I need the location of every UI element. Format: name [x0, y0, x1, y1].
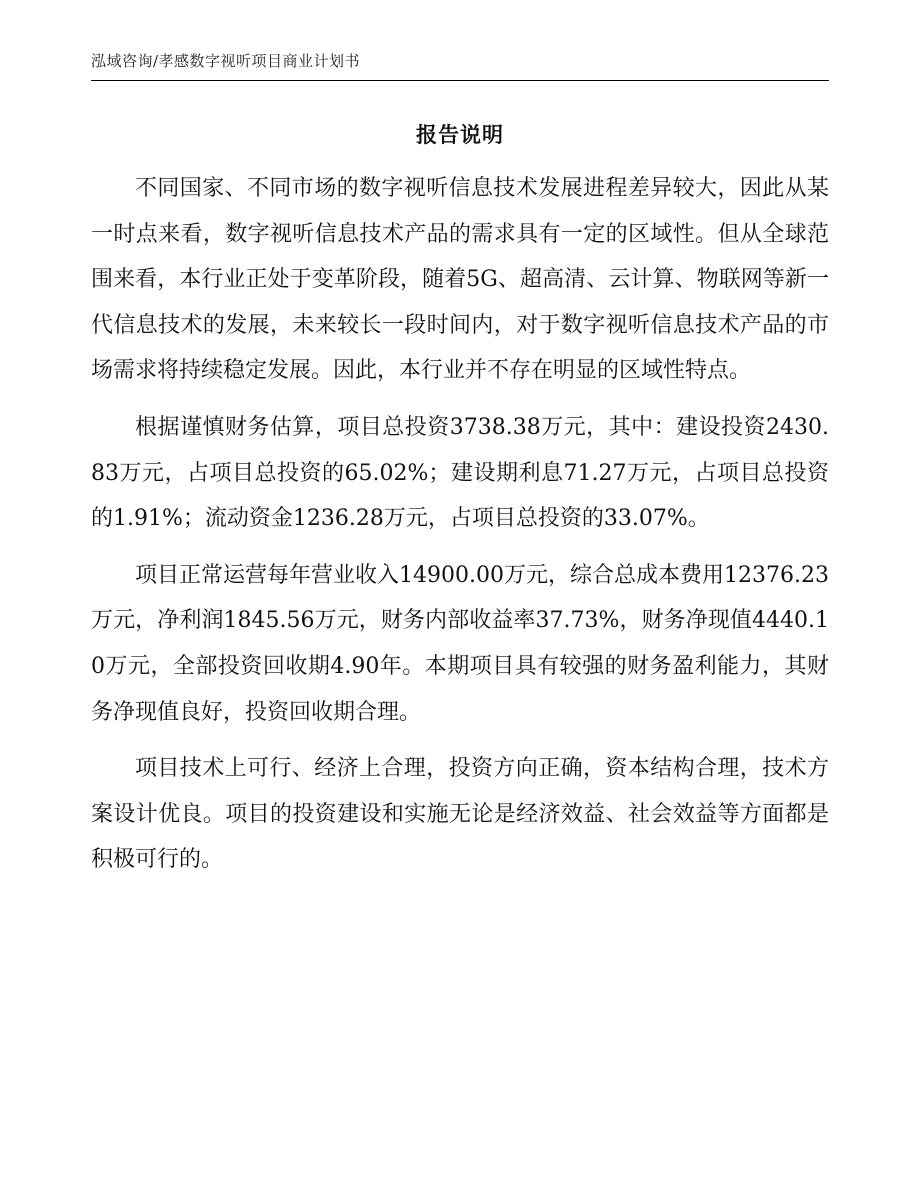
header-divider — [91, 80, 829, 81]
paragraph-feasibility: 项目技术上可行、经济上合理，投资方向正确，资本结构合理，技术方案设计优良。项目的投资建设和实施无论是经济效益、社会效益等方面都是积极可行的。 — [91, 756, 829, 873]
paragraph-financials: 项目正常运营每年营业收入14900.00万元，综合总成本费用12376.23万元，净利润1845.56万元，财务内部收益率37.73%，财务净现值4440.10万元，全部投资回收期4.90年。本期项目具有较强的财务盈利能力，其财务净现值良好，投资回收期合理。 — [91, 562, 829, 725]
paragraph-market: 不同国家、不同市场的数字视听信息技术发展进程差异较大，因此从某一时点来看，数字视听信息技术产品的需求具有一定的区域性。但从全球范围来看，本行业正处于变革阶段，随着5G、超高清、云计算、物联网等新一代信息技术的发展，未来较长一段时间内，对于数字视听信息技术产品的市场需求将持续稳定发展。因此，本行业并不存在明显的区域性特点。 — [91, 176, 829, 384]
paragraph-investment: 根据谨慎财务估算，项目总投资3738.38万元，其中：建设投资2430.83万元，占项目总投资的65.02%；建设期利息71.27万元，占项目总投资的1.91%；流动资金1236.28万元，占项目总投资的33.07%。 — [91, 414, 829, 532]
page-title: 报告说明 — [416, 122, 504, 147]
running-header: 泓域咨询/孝感数字视听项目商业计划书 — [91, 52, 361, 70]
report-body — [91, 166, 829, 894]
